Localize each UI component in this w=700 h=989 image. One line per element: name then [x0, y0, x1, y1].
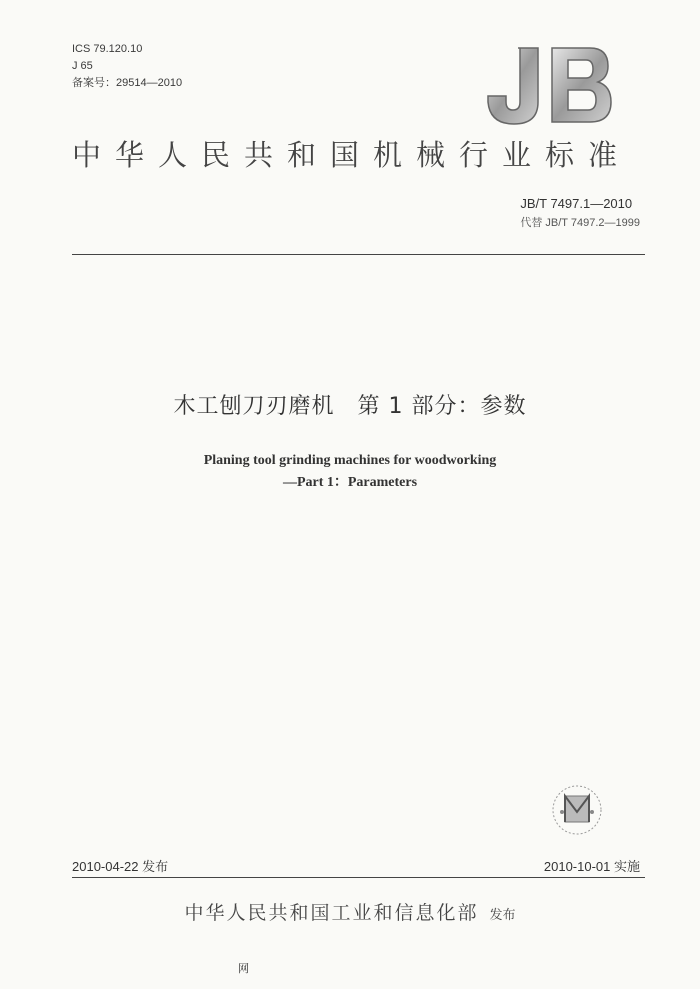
header-meta	[72, 41, 182, 92]
jb-logo	[480, 40, 615, 130]
standard-number: JB/T 7497.1—2010	[520, 196, 633, 211]
ics-code: ICS 79.120.10	[72, 43, 143, 55]
publish-date: 2010-04-22 发布	[72, 859, 169, 874]
bottom-divider	[72, 877, 645, 878]
title-en-line1: Planing tool grinding machines for woodworking	[203, 453, 497, 468]
publisher-line	[0, 898, 700, 925]
publisher-action: 发布	[489, 908, 516, 923]
title-en-line2: —Part 1：Parameters	[282, 475, 418, 490]
publisher-seal-icon	[546, 782, 608, 838]
ccs-code: J 65	[72, 60, 93, 72]
filing-number: 备案号：29514—2010	[72, 77, 183, 89]
publisher-org: 中华人民共和国工业和信息化部	[184, 902, 479, 924]
document-title-en	[0, 450, 700, 494]
standard-number-block	[520, 196, 640, 230]
top-divider	[72, 254, 645, 255]
industry-standard-title: 中华人民共和国机械行业标准	[72, 138, 632, 172]
footer-mark: 网	[238, 962, 249, 975]
replaces-standard: 代替 JB/T 7497.2—1999	[520, 217, 640, 229]
implementation-date: 2010-10-01 实施	[543, 859, 640, 874]
document-title-cn: 木工刨刀刃磨机 第 1 部分：参数	[173, 394, 527, 419]
